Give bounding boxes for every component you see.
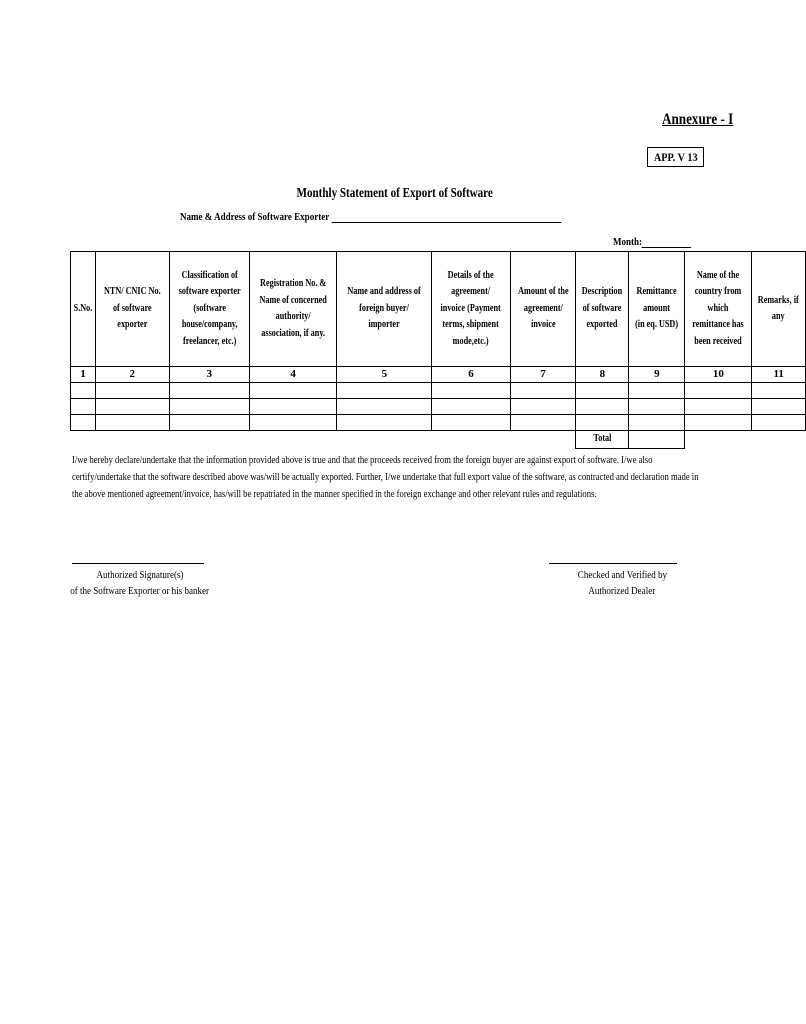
column-header-line: which bbox=[707, 302, 729, 314]
right-signature-line bbox=[549, 563, 677, 564]
column-header-line: been received bbox=[694, 335, 743, 347]
month-blank-line[interactable] bbox=[642, 236, 691, 248]
table-cell[interactable] bbox=[71, 383, 96, 399]
column-header-line: Classification of bbox=[181, 269, 238, 281]
table-row bbox=[71, 383, 806, 399]
table-cell[interactable] bbox=[752, 399, 806, 415]
column-header-line: Name and address of bbox=[347, 286, 421, 298]
table-cell[interactable] bbox=[576, 415, 629, 431]
column-header-line: mode,etc.) bbox=[453, 335, 489, 347]
table-cell[interactable] bbox=[249, 415, 336, 431]
column-header-line: any bbox=[772, 311, 786, 322]
column-header-line: (in eq. USD) bbox=[635, 319, 679, 331]
column-header-line: Registration No. & bbox=[260, 278, 327, 289]
table-cell[interactable] bbox=[95, 415, 169, 431]
column-number-4: 4 bbox=[249, 367, 336, 383]
table-cell[interactable] bbox=[576, 383, 629, 399]
total-row bbox=[71, 431, 806, 449]
total-amount-cell[interactable] bbox=[629, 431, 685, 449]
column-header-line: invoice (Payment bbox=[440, 302, 502, 314]
header-row bbox=[71, 252, 806, 367]
column-header-line: Remittance bbox=[636, 286, 677, 298]
column-header-line: remittance has bbox=[692, 319, 745, 331]
column-number-11: 11 bbox=[752, 367, 806, 383]
table-cell[interactable] bbox=[629, 383, 685, 399]
column-header-4 bbox=[249, 252, 336, 367]
app-code-box bbox=[647, 147, 704, 167]
table-cell[interactable] bbox=[337, 383, 432, 399]
column-number-9: 9 bbox=[629, 367, 685, 383]
column-header-7 bbox=[510, 252, 576, 367]
column-header-line: S.No. bbox=[73, 302, 93, 314]
column-header-line: importer bbox=[368, 319, 400, 331]
column-number-1: 1 bbox=[71, 367, 96, 383]
column-number-3: 3 bbox=[169, 367, 249, 383]
column-header-text bbox=[758, 293, 799, 326]
column-header-text bbox=[518, 284, 569, 334]
column-header-line: Name of concerned bbox=[259, 294, 327, 306]
table-cell[interactable] bbox=[95, 383, 169, 399]
column-number-row bbox=[71, 367, 806, 383]
column-header-line: (software bbox=[192, 302, 226, 314]
table-row bbox=[71, 399, 806, 415]
table-cell[interactable] bbox=[629, 415, 685, 431]
table-cell[interactable] bbox=[337, 415, 432, 431]
column-header-line: foreign buyer/ bbox=[359, 302, 410, 314]
column-header-text bbox=[635, 284, 678, 334]
table-cell[interactable] bbox=[71, 399, 96, 415]
column-header-6 bbox=[432, 252, 510, 367]
column-header-line: amount bbox=[643, 302, 671, 314]
table-cell[interactable] bbox=[432, 415, 510, 431]
document-title-text: Monthly Statement of Export of Software bbox=[296, 185, 494, 200]
exporter-blank-line[interactable] bbox=[332, 211, 562, 223]
table-cell[interactable] bbox=[95, 399, 169, 415]
left-signature-caption bbox=[40, 567, 240, 599]
table-cell[interactable] bbox=[169, 399, 249, 415]
column-header-line: Details of the bbox=[447, 269, 494, 281]
column-header-line: Amount of the bbox=[517, 286, 569, 298]
table-cell[interactable] bbox=[576, 399, 629, 415]
column-header-line: association, if any. bbox=[261, 327, 325, 339]
table-cell[interactable] bbox=[752, 383, 806, 399]
column-header-line: agreement/ bbox=[451, 286, 491, 298]
column-header-text bbox=[348, 284, 421, 334]
right-signature-line2: Authorized Dealer bbox=[588, 585, 656, 597]
left-signature-line1: Authorized Signature(s) bbox=[96, 569, 184, 581]
column-number-6: 6 bbox=[432, 367, 510, 383]
column-header-line: software exporter bbox=[178, 286, 241, 298]
column-number-7: 7 bbox=[510, 367, 576, 383]
column-header-2 bbox=[95, 252, 169, 367]
column-header-line: agreement/ bbox=[523, 302, 563, 314]
column-header-line: house/company, bbox=[181, 319, 238, 331]
column-header-text bbox=[582, 284, 622, 334]
column-header-line: Name of the bbox=[697, 269, 740, 281]
column-header-text bbox=[441, 268, 501, 351]
column-header-10 bbox=[685, 252, 752, 367]
column-header-9 bbox=[629, 252, 685, 367]
column-header-line: invoice bbox=[530, 319, 556, 331]
app-code: APP. V 13 bbox=[653, 150, 698, 164]
document-title bbox=[0, 185, 790, 201]
column-header-text bbox=[259, 276, 326, 342]
exporter-label: Name & Address of Software Exporter bbox=[180, 211, 330, 223]
table-cell[interactable] bbox=[169, 415, 249, 431]
column-header-line: NTN/ CNIC No. bbox=[103, 286, 161, 298]
table-cell[interactable] bbox=[249, 383, 336, 399]
total-label: Total bbox=[593, 433, 612, 444]
column-header-line: terms, shipment bbox=[442, 319, 500, 331]
column-header-line: country from bbox=[695, 286, 742, 298]
export-statement-table bbox=[70, 251, 806, 449]
column-header-3 bbox=[169, 252, 249, 367]
table-cell[interactable] bbox=[752, 415, 806, 431]
table-cell[interactable] bbox=[629, 399, 685, 415]
column-header-1 bbox=[71, 252, 96, 367]
column-number-8: 8 bbox=[576, 367, 629, 383]
table-cell[interactable] bbox=[337, 399, 432, 415]
column-header-line: authority/ bbox=[275, 311, 311, 322]
column-number-10: 10 bbox=[685, 367, 752, 383]
column-header-line: exporter bbox=[117, 319, 148, 331]
column-header-text bbox=[74, 301, 93, 318]
table-cell[interactable] bbox=[71, 415, 96, 431]
table-cell[interactable] bbox=[432, 399, 510, 415]
right-signature-line1: Checked and Verified by bbox=[577, 569, 667, 581]
column-header-line: Remarks, if bbox=[758, 294, 800, 306]
right-signature-caption bbox=[522, 567, 722, 599]
column-header-8 bbox=[576, 252, 629, 367]
exporter-field bbox=[180, 211, 561, 223]
total-label-cell bbox=[576, 431, 629, 449]
declaration-text: I/we hereby declare/undertake that the information provided above is true and that the proceeds received from the foreign buyer are against export of software. I/we also certify/undertake that the software described above was/will be actually exported. Further, I/we undertake that full export value of the software, as contracted and declaration made in the above mentioned agreement/invoice, has/will be repatriated in the manner specified in the foreign exchange and other relevant rules and regulations. bbox=[72, 455, 699, 500]
column-number-5: 5 bbox=[337, 367, 432, 383]
column-number-2: 2 bbox=[95, 367, 169, 383]
table-cell[interactable] bbox=[510, 415, 576, 431]
table-row bbox=[71, 415, 806, 431]
table-cell[interactable] bbox=[249, 399, 336, 415]
column-header-11 bbox=[752, 252, 806, 367]
month-field bbox=[613, 236, 691, 248]
column-header-line: exported bbox=[586, 319, 618, 331]
column-header-line: of software bbox=[582, 302, 622, 314]
column-header-text bbox=[693, 268, 744, 351]
column-header-line: Description bbox=[582, 286, 623, 298]
table-cell[interactable] bbox=[510, 383, 576, 399]
column-header-text bbox=[178, 268, 240, 351]
column-header-line: of software bbox=[112, 302, 152, 314]
month-label: Month: bbox=[613, 236, 643, 248]
annexure-heading: Annexure - I bbox=[662, 111, 734, 128]
table-cell[interactable] bbox=[685, 415, 752, 431]
table-cell[interactable] bbox=[510, 399, 576, 415]
left-signature-line2: of the Software Exporter or his banker bbox=[70, 585, 210, 597]
table-cell[interactable] bbox=[685, 383, 752, 399]
column-header-line: freelancer, etc.) bbox=[182, 335, 236, 347]
column-header-5 bbox=[337, 252, 432, 367]
column-header-text bbox=[104, 284, 161, 334]
left-signature-line bbox=[72, 563, 204, 564]
table-cell[interactable] bbox=[685, 399, 752, 415]
table-cell[interactable] bbox=[169, 383, 249, 399]
table-cell[interactable] bbox=[432, 383, 510, 399]
